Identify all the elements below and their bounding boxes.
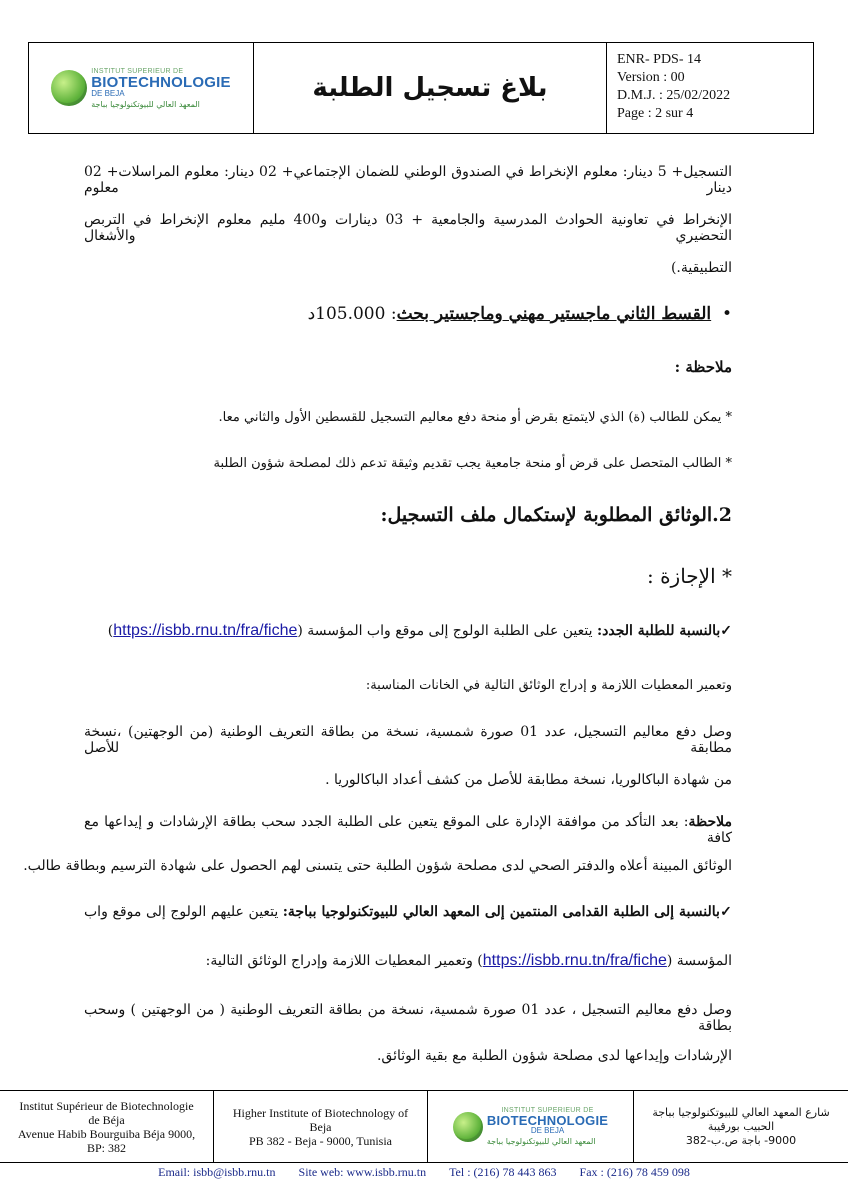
footer-tel: Tel : (216) 78 443 863 (449, 1165, 557, 1179)
new-students-line-4: من شهادة الباكالوريا، نسخة مطابقة للأصل من كشف أعداد الباكالوريا . (325, 772, 732, 788)
doc-code: ENR- PDS- 14 (617, 52, 702, 67)
document-footer (0, 1090, 848, 1179)
second-installment-amount: : 105.000د (307, 304, 397, 324)
globe-icon (51, 70, 87, 106)
observation-text: : بعد التأكد من موافقة الإدارة على الموقع يتعين على الطلبة الجدد سحب بطاقة الإرشادات و إيداعها مع كافة (84, 814, 732, 846)
old-students-line-2-a: المؤسسة ( (666, 953, 732, 969)
fr-line-3: Avenue Habib Bourguiba Béja 9000, (17, 1126, 196, 1141)
note-item-1: * يمكن للطالب (ة) الذي لايتمتع بقرض أو منحة دفع معاليم التسجيل للقسطين الأول والثاني معا. (218, 410, 732, 425)
footer-globe-icon (453, 1112, 483, 1142)
fees-line-3: التطبيقية.) (670, 260, 732, 276)
document-title: بلاغ تسجيل الطلبة (254, 43, 607, 133)
registration-link-1[interactable]: https://isbb.rnu.tn/fra/fiche (113, 622, 298, 639)
logo-line2: BIOTECHNOLOGIE (91, 73, 231, 91)
second-installment-label: القسط الثاني ماجستير مهني وماجستير بحث (396, 304, 712, 324)
footer-logo-line1: INSTITUT SUPERIEUR DE (501, 1107, 594, 1114)
second-installment-item (84, 304, 732, 324)
old-students-line-2-b: ) وتعمير المعطيات اللازمة وإدراج الوثائق التالية: (205, 953, 483, 969)
doc-page: Page : 2 sur 4 (617, 106, 694, 121)
new-students-text: يتعين على الطلبة الولوج إلى موقع واب المؤسسة ( (297, 623, 597, 639)
old-students-line-4: الإرشادات وإيداعها لدى مصلحة شؤون الطلبة مع بقية الوثائق. (376, 1048, 732, 1064)
new-students-line-1 (84, 622, 732, 640)
logo-arabic: المعهد العالي للبيوتكنولوجيا بباجة (91, 99, 200, 109)
new-students-label: ✓بالنسبة للطلبة الجدد: (596, 623, 732, 639)
footer-logo-line2: BIOTECHNOLOGIE (486, 1113, 609, 1128)
en-line-1: Higher Institute of Biotechnology of (232, 1105, 409, 1120)
footer-arabic-address (634, 1091, 848, 1162)
footer-logo-line3: DE BEJA (530, 1126, 565, 1135)
note-title: ملاحظة : (674, 358, 732, 376)
ar-line-3: 9000- باجة ص.ب-382 (685, 1133, 797, 1147)
registration-link-2[interactable]: https://isbb.rnu.tn/fra/fiche (482, 952, 667, 969)
bullet-icon: • (711, 304, 732, 324)
logo-line1: INSTITUT SUPERIEUR DE (91, 67, 184, 75)
licence-heading: * الإجازة : (646, 564, 732, 588)
old-students-text: يتعين عليهم الولوج إلى موقع واب (84, 904, 283, 920)
note-item-2: * الطالب المتحصل على قرض أو منحة جامعية يجب تقديم وثيقة تدعم ذلك لمصلحة شؤون الطلبة (213, 456, 732, 471)
fees-line-1: التسجيل+ 5 دينار: معلوم الإنخراط في الصندوق الوطني للضمان الإجتماعي+ 02 دينار: معلوم المراسلات+ 02 دينار معلوم (84, 164, 733, 196)
close-paren: ) (107, 623, 114, 639)
en-line-2: Beja (309, 1119, 332, 1134)
observation-line-2: الوثائق المبينة أعلاه والدفتر الصحي لدى مصلحة شؤون الطلبة حتى يتسنى لهم الحصول على شهادة الترسيم وبطاقة طالب. (23, 858, 732, 874)
fr-line-2: de Béja (88, 1112, 125, 1127)
observation-line-1 (84, 814, 732, 846)
footer-fax: Fax : (216) 78 459 098 (579, 1165, 690, 1179)
fr-line-1: Institut Supérieur de Biotechnologie (19, 1098, 194, 1113)
old-students-line-2 (84, 952, 732, 970)
footer-english-address (214, 1091, 428, 1162)
new-students-line-2: وتعمير المعطيات اللازمة و إدراج الوثائق التالية في الخانات المناسبة: (365, 678, 732, 693)
old-students-label: ✓بالنسبة إلى الطلبة القدامى المنتمين إلى المعهد العالي للبيوتكنولوجيا بباجة: (282, 904, 732, 920)
fr-line-4: BP: 382 (86, 1140, 126, 1155)
footer-french-address (0, 1091, 214, 1162)
logo-line3: DE BEJA (91, 88, 125, 98)
footer-site[interactable]: Site web: www.isbb.rnu.tn (298, 1165, 427, 1179)
doc-date: D.M.J. : 25/02/2022 (617, 88, 731, 103)
old-students-line-1 (84, 904, 732, 920)
footer-logo (453, 1107, 608, 1146)
new-students-line-3: وصل دفع معاليم التسجيل، عدد 01 صورة شمسية، نسخة من بطاقة التعريف الوطنية (من الوجهتين) ،نسخة مطابقة للأصل (84, 724, 732, 756)
ar-line-1: شارع المعهد العالي للبيوتكنولوجيا بباجة (652, 1105, 830, 1119)
section-2-title: 2.الوثائق المطلوبة لإستكمال ملف التسجيل: (380, 504, 732, 526)
fees-line-2: الإنخراط في تعاونية الحوادث المدرسية والجامعية + 03 دينارات و400 مليم معلوم الإنخراط في التربص التحضيري والأشغال (84, 212, 732, 244)
footer-logo-arabic: المعهد العالي للبيوتكنولوجيا بباجة (486, 1137, 596, 1146)
observation-label: ملاحظة (688, 814, 732, 830)
footer-email[interactable]: Email: isbb@isbb.rnu.tn (158, 1165, 276, 1179)
en-line-3: PB 382 - Beja - 9000, Tunisia (248, 1133, 392, 1148)
footer-addresses (0, 1091, 848, 1163)
footer-contact (0, 1165, 848, 1180)
footer-logo-cell (428, 1091, 634, 1162)
doc-version: Version : 00 (617, 70, 685, 85)
ar-line-2: الحبيب بورقيبة (707, 1119, 775, 1133)
document-body (23, 0, 733, 1090)
old-students-line-3: وصل دفع معاليم التسجيل ، عدد 01 صورة شمسية، نسخة من بطاقة التعريف الوطنية ( من الوجهتين ) وسحب بطاقة (84, 1002, 732, 1034)
